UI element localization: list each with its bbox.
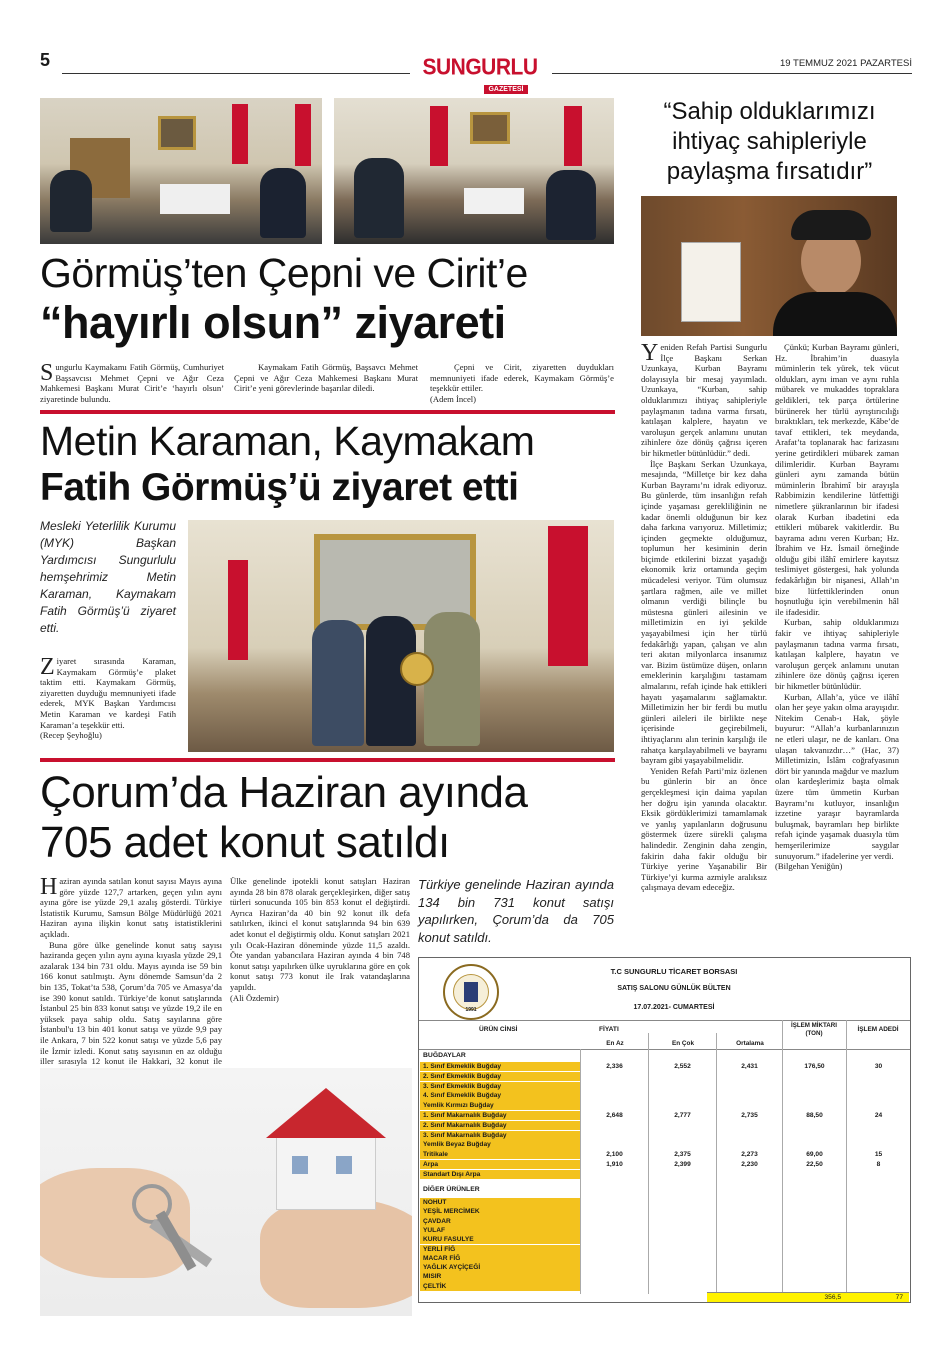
price-avg: 2,431	[741, 1063, 758, 1070]
section-other: DİĞER ÜRÜNLER	[423, 1186, 480, 1193]
article2-body	[40, 656, 176, 741]
photo-plaque	[188, 520, 614, 752]
table-row	[419, 1072, 910, 1081]
article4-col2-p1: Çünkü; Kurban Bayramı günleri, Hz. İbrahim’in duasıyla müminlerin tek yürek, tek vücut oldukları, aynı iman ve aynı ruhla mübarek ve mukaddes topraklara geldikleri, tek parça örtülerine bürünerek her türlü ayrıştırıcılığı bıraktıkları, tek merkezde, Kâbe’de tavaf ettikleri, tek meydanda, Arafat’ta toplanarak hac farizasını yerine getirdikleri mübarek zaman dilimleridir. Kurban Bayramı günleri aynı zamanda bütün müminlerin İbrahimî bir arayışla Rabbimizin kendilerine lütfettiği nimetlere şükranlarının bir ifadesi olarak Kurban ibadetini eda ettikleri mübarek vakitlerdir. Bu bayrama adını veren Kurban; Hz. İbrahim ve Hz. İsmail örneğinde olduğu gibi ilâhî emirlere kayıtsız teslimiyet göstergesi, hak yolunda fedakârlığın bir nişanesi, Allah’ın bize lütfettiklerinden onun hoşnutluğu için verebilmenin hâl ile ifadesidir.	[775, 342, 899, 617]
price-max	[649, 1131, 716, 1140]
article1-col3	[430, 362, 614, 404]
trade-qty	[783, 1082, 846, 1091]
article3-col1	[40, 876, 222, 1077]
product-name: NOHUT	[420, 1198, 580, 1207]
trade-qty: 69,00	[806, 1151, 823, 1159]
trade-count	[847, 1101, 910, 1110]
price-avg	[717, 1101, 782, 1110]
product-name: Standart Dışı Arpa	[420, 1170, 580, 1179]
article3-col1-p1: Haziran ayında satılan konut sayısı Mayıs ayına göre yüzde 127,7 artarken, geçen yılın aynı ayına göre ise yüzde 29,1 azalış gösterdi. Türkiye İstatistik Kurumu, Samsun Bölge Müdürlüğü 2021 Haziran ayına ilişkin konut satış istatistiklerini açıkladı.	[40, 874, 222, 939]
product-name: Yemlik Beyaz Buğday	[420, 1140, 580, 1149]
price-avg	[717, 1072, 782, 1081]
trade-qty	[783, 1170, 846, 1179]
product-name: 2. Sınıf Makarnalık Buğday	[420, 1121, 580, 1130]
table-row	[419, 1217, 910, 1226]
article2-byline: (Recep Şeyhoğlu)	[40, 730, 102, 741]
table-row	[419, 1207, 910, 1216]
col-header-max: En Çok	[671, 1040, 694, 1047]
exchange-bulletin	[418, 957, 911, 1303]
trade-count	[847, 1072, 910, 1081]
table-row	[419, 1160, 910, 1169]
article1-col2: Kaymakam Fatih Görmüş, Başsavcı Mehmet Çepni ve Ağır Ceza Mahkemesi Başkanı Murat Cirit’e yeni görevlerinde başarılar diledi.	[234, 362, 418, 394]
header-rule-right	[552, 73, 912, 74]
col-header-count: İŞLEM ADEDİ	[857, 1026, 899, 1033]
price-avg	[717, 1131, 782, 1140]
photo-visit-1	[40, 98, 322, 244]
trade-qty: 22,50	[806, 1161, 823, 1168]
trade-count	[847, 1131, 910, 1140]
price-avg: 2,273	[741, 1151, 758, 1159]
product-name: Yemlik Kırmızı Buğday	[420, 1101, 580, 1110]
product-name: Tritikale	[420, 1150, 580, 1159]
trade-qty	[783, 1072, 846, 1081]
article4-col2	[775, 342, 899, 872]
price-min	[581, 1170, 648, 1179]
article1-col1: Sungurlu Kaymakamı Fatih Görmüş, Cumhuriyet Başsavcısı Mehmet Çepni ve Ağır Ceza Mahkemesi Başkanı Murat Cirit’e ‘hayırlı olsun’ ziyaretinde bulundu.	[40, 360, 224, 404]
trade-qty: 176,50	[804, 1063, 825, 1070]
article4-col1-p1: Yeniden Refah Partisi Sungurlu İlçe Başkanı Serkan Uzunkaya, Kurban Bayramı dolayısıyla bir mesaj yayımladı. Uzunkaya, “Kurban, sahip olduklarımızı ihtiyaç sahipleriyle paylaşmanın tadına varma fırsatı, katılaşan kalplere, hayatın ve varoluşun gerçek anlamını unutan zihinlere öze dönüş çağrısı içeren bir hikmetler bütünlüdür.” dedi.	[641, 340, 767, 458]
article2-body-text: Ziyaret sırasında Karaman, Kaymakam Görmüş’e plaket taktim etti. Kaymakam Görmüş, ziyaretten duyduğu memnuniyeti ifade ederek, MYK Başkan Yardımcısı Metin Karaman ve kardeşi Fatih Karaman’a teşekkür etti.	[40, 654, 176, 730]
trade-count: 8	[876, 1161, 881, 1168]
price-max: 2,399	[674, 1161, 691, 1168]
article4-col2-p3: Kurban, Allah’a, yüce ve ilâhî olan her şeye yakın olma arayışıdır. Nitekim Cenab-ı Hak, şöyle buyurur: “Allah’a kurbanlarınızın ne etleri ulaşır, ne de kanları. Ona ulaşan takvanızdır…” (Hac, 37) Milletimizin, İslâm coğrafyasının dört bir yanında mağdur ve mazlum olan kardeşlerimiz başta olmak üzere tüm ümmetin Kurban Bayramı’nı kutluyor, insanlığın izzetine yaraşır bayramlarda buluşmak, bayramları hep birlikte refah içinde yaşamak duasıyla tüm hemşerilerimize saygılar sunuyorum.” ifadelerine yer verdi.	[775, 691, 899, 861]
trade-count: 30	[874, 1063, 883, 1070]
article4-col1	[641, 342, 767, 893]
product-name: 1. Sınıf Makarnalık Buğday	[420, 1111, 580, 1120]
product-name: YEŞİL MERCİMEK	[420, 1207, 580, 1216]
price-max	[649, 1170, 716, 1179]
table-row	[419, 1170, 910, 1179]
trade-qty	[783, 1101, 846, 1110]
price-avg	[717, 1121, 782, 1130]
trade-count	[847, 1170, 910, 1179]
article4-col1-p3: Yeniden Refah Parti’miz özlenen bu günlerin bir an önce gerçekleşmesi için daima yapılan her doğru işin yanında olacaktır. Eksik gördüklerimizi tamamlamak ve yanlış yapılanların doğrusunu göstermek üzere sürekli çalışma halindedir. Zenginin daha zengin, fakirin daha fakir olduğu bir Türkiye yerine Yaşanabilir Bir Türkiye’yi kurma azmiyle aralıksız çalışmaya devam edeceğiz.	[641, 765, 767, 893]
trade-qty	[783, 1140, 846, 1149]
product-name: KURU FASULYE	[420, 1235, 580, 1244]
product-name: ÇELTİK	[420, 1282, 580, 1291]
divider-2	[40, 758, 615, 762]
table-row	[419, 1140, 910, 1149]
table-row	[419, 1121, 910, 1130]
masthead	[412, 54, 548, 96]
masthead-title: SUNGURLU	[422, 54, 538, 81]
product-name: 3. Sınıf Ekmeklik Buğday	[420, 1082, 580, 1091]
product-name: YAĞLIK AYÇİÇEĞİ	[420, 1263, 580, 1272]
price-min	[581, 1101, 648, 1110]
photo-uzunkaya	[641, 196, 897, 336]
trade-count	[847, 1140, 910, 1149]
masthead-subtitle: GAZETESİ	[484, 85, 527, 94]
price-max: 2,552	[674, 1063, 691, 1070]
photo-visit-2	[334, 98, 614, 244]
table-row	[419, 1226, 910, 1235]
price-max	[649, 1072, 716, 1081]
article3-spot: Türkiye genelinde Haziran ayında 134 bin 731 konut satışı yapılırken, Çorum’da da 705 konut satıldı.	[418, 877, 614, 945]
trade-count: 15	[874, 1151, 883, 1159]
product-name: ÇAVDAR	[420, 1217, 580, 1226]
product-name: 2. Sınıf Ekmeklik Buğday	[420, 1072, 580, 1081]
table-row	[419, 1235, 910, 1244]
total-qty: 356,5	[824, 1294, 841, 1301]
article3-headline-line2: 705 adet konut satıldı	[40, 818, 450, 867]
table-row	[419, 1082, 910, 1091]
table-row	[419, 1131, 910, 1140]
price-min	[581, 1091, 648, 1100]
price-min	[581, 1140, 648, 1149]
total-count: 77	[895, 1294, 903, 1301]
photo-house-keys	[40, 1068, 412, 1316]
price-max: 2,777	[674, 1112, 691, 1119]
price-avg	[717, 1140, 782, 1149]
col-header-qty: İŞLEM MİKTARI (TON)	[791, 1022, 837, 1037]
price-min: 1,910	[606, 1161, 623, 1168]
col-header-avg: Ortalama	[736, 1040, 764, 1047]
price-max	[649, 1082, 716, 1091]
section-wheat: BUĞDAYLAR	[423, 1052, 466, 1059]
article4-headline: “Sahip olduklarımızı ihtiyaç sahipleriyle paylaşma fırsatıdır”	[663, 98, 876, 185]
price-avg: 2,230	[741, 1161, 758, 1168]
table-row	[419, 1245, 910, 1254]
trade-qty	[783, 1131, 846, 1140]
price-avg	[717, 1091, 782, 1100]
trade-count	[847, 1121, 910, 1130]
price-avg: 2,735	[741, 1112, 758, 1119]
page-number: 5	[40, 50, 51, 70]
article1-byline: (Adem İncel)	[430, 393, 477, 404]
price-min	[581, 1131, 648, 1140]
price-min	[581, 1082, 648, 1091]
table-row	[419, 1263, 910, 1272]
price-max	[649, 1101, 716, 1110]
table-row	[419, 1101, 910, 1110]
col-header-min: En Az	[606, 1040, 624, 1047]
table-row	[419, 1091, 910, 1100]
trade-qty	[783, 1091, 846, 1100]
article4-byline: (Bilgehan Yeniğün)	[775, 861, 843, 872]
trade-count	[847, 1082, 910, 1091]
bulletin-logo-year: 1991	[465, 1007, 477, 1013]
article4-col1-p2: İlçe Başkanı Serkan Uzunkaya, mesajında, “Milletçe bir kez daha Kurban Bayramı’nı idrak ediyoruz. Bu günlerde, tüm insanlığın refah içinde yaşaması gerekliliğinin ne kadar önemli olduğunun bir kez daha farkına varıyoruz. Milletimiz; içinden geçmekte olduğumuz, toplumun her kesiminin derin biçimde etkilerini bizzat yaşadığı ekonomik kriz ortamında geçim mücadelesi veriyor. Tüm olumsuz şartlara rağmen, aile ve millet olmanın verdiği bilinçle bu müstesna günleri ailesinin ve milletimizin en iyi şekilde yaşayabilmesi için her türlü fedakârlığı yapan, çalışan ve alın teri akıtan milyonlarca insanımız var. Bizim üstümüze düşen, onların emeklerinin karşılığını tastamam almalarını, refah içinde hak ettikleri hayatı yaşamalarını sağlamaktır. Milletimizin her bir ferdi bu mutlu günleri aileleri ile birlikte neşe içerisinde geçirebilmeli, ihtiyaçlarını alın terinin karşılığı ile rahatça karşılayabilmeli ve bayramı bayram gibi yaşayabilmelidir.	[641, 458, 767, 766]
product-name: MISIR	[420, 1272, 580, 1281]
article4-col2-p2: Kurban, sahip olduklarımızı fakir ve ihtiyaç sahipleriyle paylaşmanın tadına varma fırsatı, katılaşan kalplere, hayatın ve varoluşun gerçek anlamını unutan zihinlere öze dönüş çağrısı içeren bir hikmetler bütünlüdür.	[775, 617, 899, 691]
price-max	[649, 1121, 716, 1130]
article2-headline-line1: Metin Karaman, Kaymakam	[40, 418, 535, 464]
article1-col3-text: Çepni ve Cirit, ziyaretten duydukları memnuniyeti ifade ederek, Kaymakam Görmüş’e teşekkür ettiler.	[430, 362, 614, 394]
total-row	[707, 1292, 909, 1302]
table-row	[419, 1150, 910, 1159]
col-header-price: FİYATI	[599, 1026, 619, 1033]
price-max	[649, 1091, 716, 1100]
article3-byline: (Ali Özdemir)	[230, 992, 279, 1003]
bulletin-title2: SATIŞ SALONU GÜNLÜK BÜLTEN	[617, 985, 731, 992]
article3-headline-line1: Çorum’da Haziran ayında	[40, 768, 528, 817]
bulletin-date: 17.07.2021- CUMARTESİ	[633, 1004, 715, 1011]
price-min	[581, 1121, 648, 1130]
article3-col2-p1: Ülke genelinde ipotekli konut satışları Haziran ayında 28 bin 878 olarak gerçekleşirken, diğer satış türleri sonucunda 105 bin 853 konut el değiştirdi. Ayrıca Haziran’da 40 bin 92 konut ilk defa satılırken, ikinci el konut satışlarında 94 bin 639 adet konut el değiştirmiş oldu. Konut satışları 2021 yılı Ocak-Haziran döneminde yüzde 11,5 azaldı. Öte yandan yabancılara Haziran ayında 4 bin 748 konut satışı yapılırken ülke uyruklarına göre en çok konut satışı 773 konut ile Irak vatandaşlarına yapıldı.	[230, 876, 410, 992]
col-header-product: ÜRÜN CİNSİ	[479, 1026, 518, 1033]
product-name: Arpa	[420, 1160, 580, 1169]
table-row	[419, 1282, 910, 1291]
article1-headline-line2: “hayırlı olsun” ziyareti	[40, 297, 506, 348]
product-name: 3. Sınıf Makarnalık Buğday	[420, 1131, 580, 1140]
product-name: 1. Sınıf Ekmeklik Buğday	[420, 1062, 580, 1071]
table-row	[419, 1111, 910, 1120]
product-name: YULAF	[420, 1226, 580, 1235]
trade-count	[847, 1091, 910, 1100]
article2-spot: Mesleki Yeterlilik Kurumu (MYK) Başkan Yardımcısı Sungurlulu hemşehrimiz Metin Karaman, Kaymakam Fatih Görmüş’ü ziyaret etti.	[40, 519, 176, 635]
article1-headline-line1: Görmüş’ten Çepni ve Cirit’e	[40, 250, 528, 296]
bulletin-logo	[443, 964, 499, 1020]
article3-col1-p2: Buna göre ülke genelinde konut satış sayısı haziranda geçen yılın aynı ayına kıyasla yüzde 29,1 azalarak 134 bin 731 oldu. Mayıs ayında ise 59 bin 166 konut satılmıştı. Aynı dönemde Samsun’da 2 bin 135, Tokat’ta 538, Çorum’da 705 ve Amasya’da ise 390 konut satıldı. Türkiye’de konut satışlarında İstanbul 25 bin 833 konut satışı ve yüzde 19,2 ile en yüksek paya sahip oldu. Satış sayılarına göre İstanbul'u 13 bin 401 konut satışı ve yüzde 9,9 pay ile Ankara, 7 bin 522 konut satışı ve yüzde 5,6 pay ile İzmir izledi. Konut satış sayısının en az olduğu iller sırasıyla 12 konut ile Hakkari, 32 konut ile	[40, 939, 222, 1067]
price-avg	[717, 1170, 782, 1179]
table-row	[419, 1198, 910, 1207]
header-rule-left	[62, 73, 410, 74]
trade-qty	[783, 1121, 846, 1130]
price-min: 2,648	[606, 1112, 623, 1119]
price-min: 2,336	[606, 1063, 623, 1070]
product-name: MACAR FİĞ	[420, 1254, 580, 1263]
product-name: 4. Sınıf Ekmeklik Buğday	[420, 1091, 580, 1100]
price-max	[649, 1140, 716, 1149]
table-row	[419, 1062, 910, 1071]
product-name: YERLİ FİĞ	[420, 1245, 580, 1254]
price-min: 2,100	[606, 1151, 623, 1159]
table-row	[419, 1272, 910, 1281]
trade-qty: 88,50	[806, 1112, 823, 1119]
price-max: 2,375	[674, 1151, 691, 1159]
trade-count: 24	[874, 1112, 883, 1119]
issue-date: 19 TEMMUZ 2021 PAZARTESİ	[780, 58, 912, 69]
article2-headline-line2: Fatih Görmüş’ü ziyaret etti	[40, 466, 519, 509]
article3-col2	[230, 876, 410, 1003]
divider-1	[40, 410, 615, 414]
price-min	[581, 1072, 648, 1081]
price-avg	[717, 1082, 782, 1091]
table-row	[419, 1254, 910, 1263]
bulletin-title1: T.C SUNGURLU TİCARET BORSASI	[610, 967, 738, 976]
